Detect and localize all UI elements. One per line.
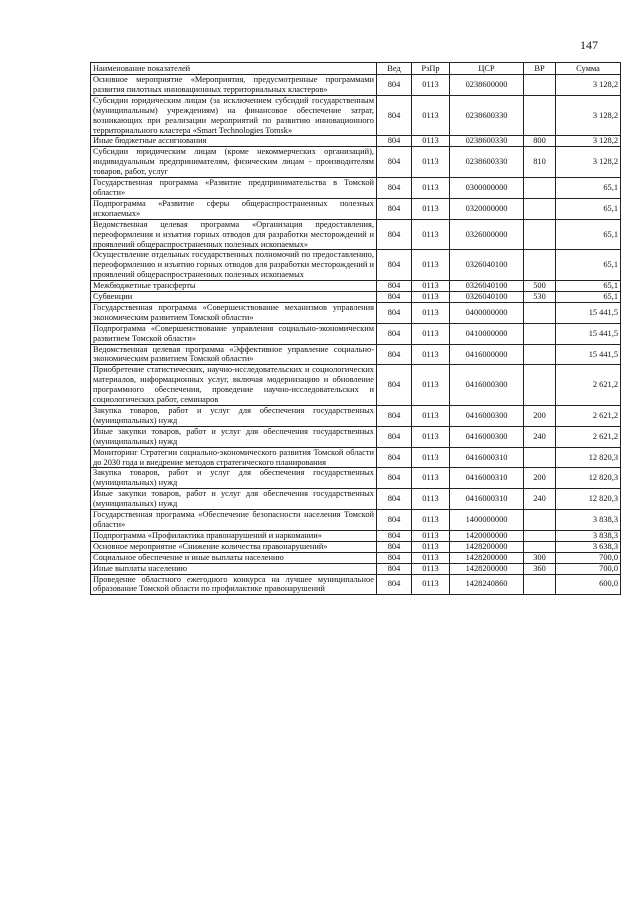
cell-sum: 65,1 [556,250,621,281]
cell-csr: 0238600000 [450,75,524,96]
cell-sum: 15 441,5 [556,323,621,344]
cell-csr: 0400000000 [450,302,524,323]
cell-vr: 200 [524,468,556,489]
cell-ved: 804 [377,281,412,292]
header-ved: Вед [377,63,412,75]
cell-sum: 2 621,2 [556,426,621,447]
cell-rzpr: 0113 [412,344,450,365]
table-row [91,510,621,531]
cell-ved: 804 [377,302,412,323]
cell-name: Государственная программа «Обеспечение безопасности населения Томской области» [91,510,377,531]
cell-rzpr: 0113 [412,447,450,468]
header-csr: ЦСР [450,63,524,75]
cell-vr [524,510,556,531]
cell-sum: 12 820,3 [556,468,621,489]
table-row [91,95,621,136]
cell-sum: 12 820,3 [556,489,621,510]
table-row [91,541,621,552]
cell-rzpr: 0113 [412,541,450,552]
cell-name: Основное мероприятие «Мероприятия, предусмотренные программами развития пилотных инновационных территориальных кластеров» [91,75,377,96]
table-row [91,344,621,365]
cell-sum: 3 128,2 [556,95,621,136]
cell-rzpr: 0113 [412,510,450,531]
cell-sum: 2 621,2 [556,406,621,427]
cell-vr: 200 [524,406,556,427]
cell-rzpr: 0113 [412,136,450,147]
cell-rzpr: 0113 [412,552,450,563]
table-row [91,178,621,199]
table-row [91,574,621,595]
table-row [91,250,621,281]
table-row [91,136,621,147]
cell-rzpr: 0113 [412,489,450,510]
cell-ved: 804 [377,147,412,178]
cell-name: Субсидии юридическим лицам (кроме некоммерческих организаций), индивидуальным предпринимателям, физическим лицам - производителям товаров, работ, услуг [91,147,377,178]
cell-sum: 65,1 [556,178,621,199]
cell-ved: 804 [377,75,412,96]
header-sum: Сумма [556,63,621,75]
cell-name: Проведение областного ежегодного конкурса на лучшее муниципальное образование Томской области по профилактике правонарушений [91,574,377,595]
cell-sum: 700,0 [556,552,621,563]
cell-vr [524,344,556,365]
table-row [91,426,621,447]
cell-name: Приобретение статистических, научно-исследовательских и социологических материалов, информационных услуг, включая модернизацию и обновление программного обеспечения, проведение научно-исследовательских и социологических работ, семинаров [91,365,377,406]
cell-ved: 804 [377,563,412,574]
cell-vr [524,219,556,250]
cell-ved: 804 [377,178,412,199]
cell-vr: 500 [524,281,556,292]
cell-rzpr: 0113 [412,95,450,136]
cell-vr [524,323,556,344]
cell-ved: 804 [377,95,412,136]
cell-name: Иные закупки товаров, работ и услуг для обеспечения государственных (муниципальных) нужд [91,489,377,510]
cell-vr [524,178,556,199]
header-rzpr: РзПр [412,63,450,75]
cell-rzpr: 0113 [412,219,450,250]
cell-rzpr: 0113 [412,292,450,303]
cell-name: Государственная программа «Развитие предпринимательства в Томской области» [91,178,377,199]
cell-rzpr: 0113 [412,147,450,178]
cell-rzpr: 0113 [412,406,450,427]
cell-csr: 0326000000 [450,219,524,250]
cell-sum: 3 838,3 [556,510,621,531]
cell-ved: 804 [377,219,412,250]
cell-csr: 0238600330 [450,136,524,147]
cell-name: Мониторинг Стратегии социально-экономического развития Томской области до 2030 года и внедрение методов стратегического планирования [91,447,377,468]
cell-name: Подпрограмма «Совершенствование управления социально-экономическим развитием Томской области» [91,323,377,344]
cell-csr: 0326040100 [450,281,524,292]
cell-vr: 530 [524,292,556,303]
cell-csr: 0416000300 [450,426,524,447]
cell-sum: 65,1 [556,292,621,303]
cell-name: Иные выплаты населению [91,563,377,574]
table-row [91,302,621,323]
cell-csr: 1400000000 [450,510,524,531]
cell-csr: 0416000310 [450,468,524,489]
table-row [91,447,621,468]
table-row [91,292,621,303]
table-row [91,323,621,344]
cell-vr [524,75,556,96]
cell-csr: 1428200000 [450,552,524,563]
cell-csr: 0416000000 [450,344,524,365]
table-row [91,365,621,406]
cell-vr [524,95,556,136]
table-row [91,468,621,489]
cell-name: Субвенции [91,292,377,303]
cell-ved: 804 [377,344,412,365]
table-row [91,406,621,427]
cell-csr: 0320000000 [450,198,524,219]
cell-ved: 804 [377,136,412,147]
cell-sum: 12 820,3 [556,447,621,468]
cell-ved: 804 [377,198,412,219]
cell-sum: 65,1 [556,198,621,219]
budget-table [90,62,621,595]
cell-ved: 804 [377,541,412,552]
cell-ved: 804 [377,406,412,427]
cell-vr: 810 [524,147,556,178]
header-row [91,63,621,75]
cell-ved: 804 [377,365,412,406]
cell-sum: 3 838,3 [556,530,621,541]
cell-csr: 0416000310 [450,489,524,510]
cell-sum: 3 128,2 [556,147,621,178]
cell-csr: 0326040100 [450,250,524,281]
cell-csr: 0300000000 [450,178,524,199]
cell-rzpr: 0113 [412,198,450,219]
cell-vr: 360 [524,563,556,574]
header-vr: ВР [524,63,556,75]
cell-sum: 3 128,2 [556,75,621,96]
cell-name: Подпрограмма «Развитие сферы общераспространенных полезных ископаемых» [91,198,377,219]
cell-rzpr: 0113 [412,281,450,292]
cell-rzpr: 0113 [412,468,450,489]
cell-sum: 3 128,2 [556,136,621,147]
cell-name: Социальное обеспечение и иные выплаты населению [91,552,377,563]
cell-sum: 65,1 [556,219,621,250]
cell-ved: 804 [377,447,412,468]
cell-rzpr: 0113 [412,563,450,574]
cell-ved: 804 [377,489,412,510]
cell-ved: 804 [377,250,412,281]
cell-vr [524,574,556,595]
cell-name: Основное мероприятие «Снижение количества правонарушений» [91,541,377,552]
page-number: 147 [580,38,598,52]
table-row [91,530,621,541]
table-row [91,489,621,510]
cell-sum: 15 441,5 [556,344,621,365]
cell-ved: 804 [377,574,412,595]
cell-vr: 240 [524,426,556,447]
cell-ved: 804 [377,292,412,303]
cell-csr: 0238600330 [450,147,524,178]
cell-rzpr: 0113 [412,323,450,344]
cell-sum: 65,1 [556,281,621,292]
cell-name: Межбюджетные трансферты [91,281,377,292]
cell-sum: 3 638,3 [556,541,621,552]
cell-csr: 0416000300 [450,365,524,406]
cell-name: Ведомственная целевая программа «Эффективное управление социально-экономическим развитием Томской области» [91,344,377,365]
cell-sum: 2 621,2 [556,365,621,406]
cell-name: Государственная программа «Совершенствование механизмов управления экономическим развитием Томской области» [91,302,377,323]
cell-vr [524,250,556,281]
table-row [91,281,621,292]
cell-vr: 300 [524,552,556,563]
cell-csr: 0238600330 [450,95,524,136]
cell-rzpr: 0113 [412,75,450,96]
cell-csr: 0416000310 [450,447,524,468]
cell-ved: 804 [377,510,412,531]
cell-ved: 804 [377,552,412,563]
cell-csr: 0416000300 [450,406,524,427]
cell-ved: 804 [377,468,412,489]
cell-csr: 1428240860 [450,574,524,595]
cell-vr: 800 [524,136,556,147]
table-row [91,552,621,563]
cell-sum: 600,0 [556,574,621,595]
header-name: Наименование показателей [91,63,377,75]
cell-name: Закупка товаров, работ и услуг для обеспечения государственных (муниципальных) нужд [91,406,377,427]
cell-sum: 700,0 [556,563,621,574]
cell-rzpr: 0113 [412,365,450,406]
cell-csr: 0410000000 [450,323,524,344]
cell-vr [524,530,556,541]
cell-csr: 1420000000 [450,530,524,541]
table-row [91,219,621,250]
cell-rzpr: 0113 [412,302,450,323]
table-row [91,75,621,96]
cell-name: Иные закупки товаров, работ и услуг для обеспечения государственных (муниципальных) нужд [91,426,377,447]
cell-name: Закупка товаров, работ и услуг для обеспечения государственных (муниципальных) нужд [91,468,377,489]
cell-ved: 804 [377,323,412,344]
cell-csr: 0326040100 [450,292,524,303]
cell-name: Субсидии юридическим лицам (за исключением субсидий государственным (муниципальным) учреждениям) на финансовое обеспечение затрат, возникающих при реализации мероприятий по развитию инновационного территориального кластера «Smart Technologies Tomsk» [91,95,377,136]
cell-name: Подпрограмма «Профилактика правонарушений и наркомании» [91,530,377,541]
cell-csr: 1428200000 [450,541,524,552]
cell-vr [524,302,556,323]
cell-vr [524,365,556,406]
cell-rzpr: 0113 [412,426,450,447]
cell-rzpr: 0113 [412,574,450,595]
cell-name: Осуществление отдельных государственных полномочий по предоставлению, переоформлению и изъятию горных отводов для разработки месторождений и проявлений общераспространенных полезных ископаемых [91,250,377,281]
cell-vr [524,198,556,219]
cell-name: Ведомственная целевая программа «Организация предоставления, переоформления и изъятия горных отводов для разработки месторождений и проявлений общераспространенных полезных ископаемых» [91,219,377,250]
cell-rzpr: 0113 [412,178,450,199]
cell-ved: 804 [377,530,412,541]
cell-rzpr: 0113 [412,250,450,281]
cell-name: Иные бюджетные ассигнования [91,136,377,147]
table-row [91,563,621,574]
cell-ved: 804 [377,426,412,447]
cell-rzpr: 0113 [412,530,450,541]
cell-vr [524,447,556,468]
table-row [91,198,621,219]
table-row [91,147,621,178]
cell-vr: 240 [524,489,556,510]
cell-vr [524,541,556,552]
cell-csr: 1428200000 [450,563,524,574]
cell-sum: 15 441,5 [556,302,621,323]
